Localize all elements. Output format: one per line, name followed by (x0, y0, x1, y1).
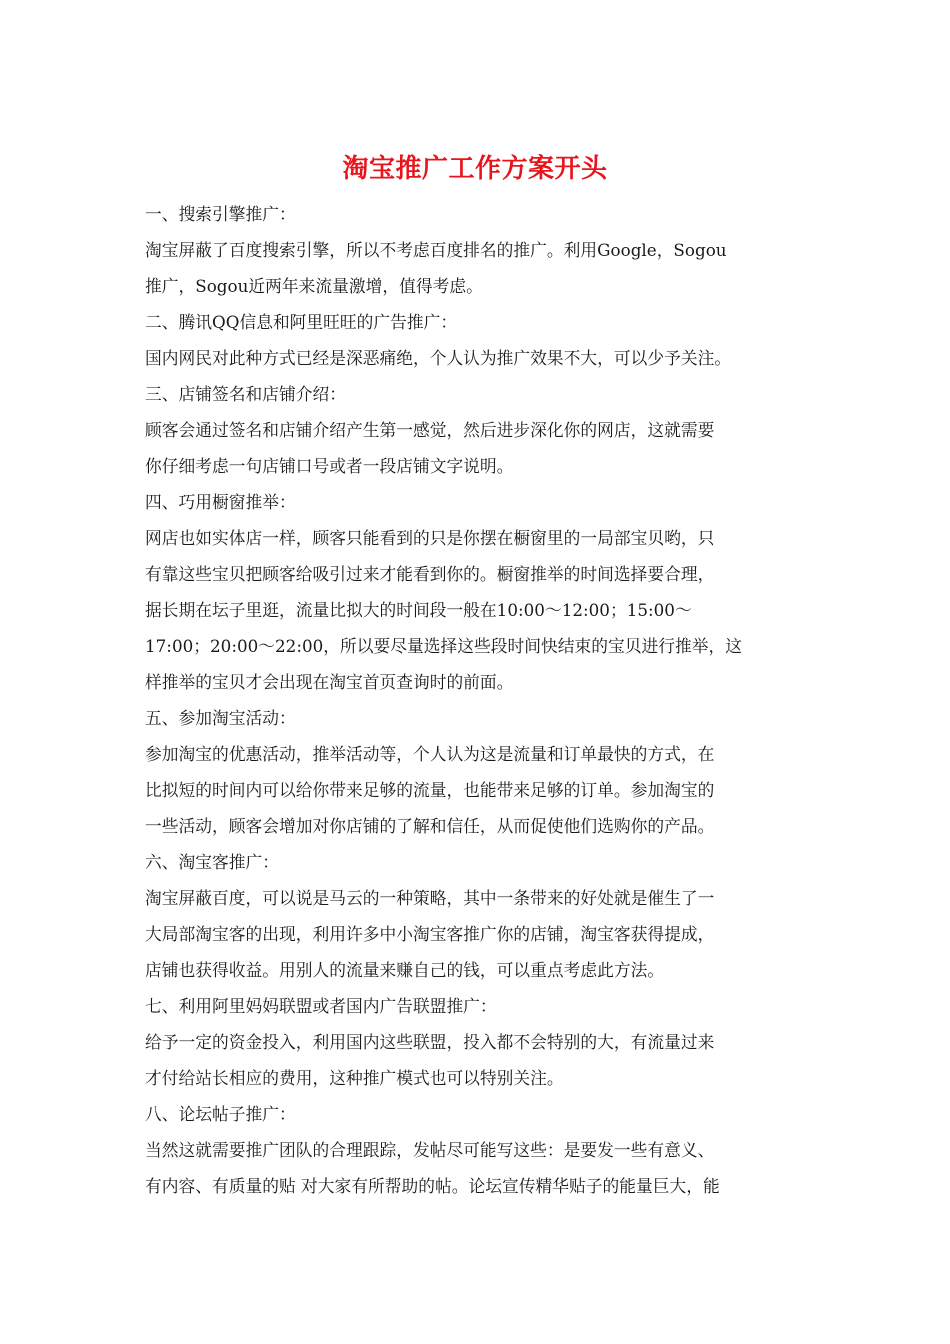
document-body (145, 197, 815, 1205)
text-line: 五、参加淘宝活动： (145, 709, 296, 729)
text-line: 店铺也获得收益。用别人的流量来赚自己的钱，可以重点考虑此方法。 (145, 961, 665, 981)
text-line: 四、巧用橱窗推举： (145, 493, 296, 513)
text-line: 有靠这些宝贝把顾客给吸引过来才能看到你的。橱窗推举的时间选择要合理， (145, 565, 715, 585)
text-line: 淘宝屏蔽了百度搜索引擎，所以不考虑百度排名的推广。利用Google，Sogou (145, 241, 727, 261)
text-line: 样推举的宝贝才会出现在淘宝首页查询时的前面。 (145, 673, 514, 693)
text-line: 给予一定的资金投入，利用国内这些联盟，投入都不会特别的大，有流量过来 (145, 1033, 715, 1053)
text-line: 17:00；20:00～22:00，所以要尽量选择这些段时间快结束的宝贝进行推举，这 (145, 637, 742, 657)
text-line: 有内容、有质量的贴 对大家有所帮助的帖。论坛宣传精华贴子的能量巨大，能 (145, 1177, 720, 1197)
document-title: 淘宝推广工作方案开头 (342, 154, 608, 184)
text-line: 大局部淘宝客的出现，利用许多中小淘宝客推广你的店铺，淘宝客获得提成， (145, 925, 715, 945)
text-line: 参加淘宝的优惠活动，推举活动等，个人认为这是流量和订单最快的方式，在 (145, 745, 715, 765)
text-line: 比拟短的时间内可以给你带来足够的流量，也能带来足够的订单。参加淘宝的 (145, 781, 715, 801)
text-line: 当然这就需要推广团队的合理跟踪，发帖尽可能写这些：是要发一些有意义、 (145, 1141, 715, 1161)
text-line: 国内网民对此种方式已经是深恶痛绝，个人认为推广效果不大，可以少予关注。 (145, 349, 732, 369)
text-line: 六、淘宝客推广： (145, 853, 279, 873)
text-line: 八、论坛帖子推广： (145, 1105, 296, 1125)
text-line: 推广，Sogou近两年来流量激增，值得考虑。 (145, 277, 483, 297)
text-line: 三、店铺签名和店铺介绍： (145, 385, 346, 405)
text-line: 二、腾讯QQ信息和阿里旺旺的广告推广： (145, 313, 458, 333)
text-line: 顾客会通过签名和店铺介绍产生第一感觉，然后进步深化你的网店，这就需要 (145, 421, 715, 441)
text-line: 你仔细考虑一句店铺口号或者一段店铺文字说明。 (145, 457, 514, 477)
text-line: 据长期在坛子里逛，流量比拟大的时间段一般在10:00～12:00；15:00～ (145, 601, 692, 621)
text-line: 才付给站长相应的费用，这种推广模式也可以特别关注。 (145, 1069, 564, 1089)
text-line: 淘宝屏蔽百度，可以说是马云的一种策略，其中一条带来的好处就是催生了一 (145, 889, 715, 909)
text-line: 七、利用阿里妈妈联盟或者国内广告联盟推广： (145, 997, 497, 1017)
text-line: 一、搜索引擎推广： (145, 205, 296, 225)
text-line: 网店也如实体店一样，顾客只能看到的只是你摆在橱窗里的一局部宝贝哟，只 (145, 529, 715, 549)
text-line: 一些活动，顾客会增加对你店铺的了解和信任，从而促使他们选购你的产品。 (145, 817, 715, 837)
